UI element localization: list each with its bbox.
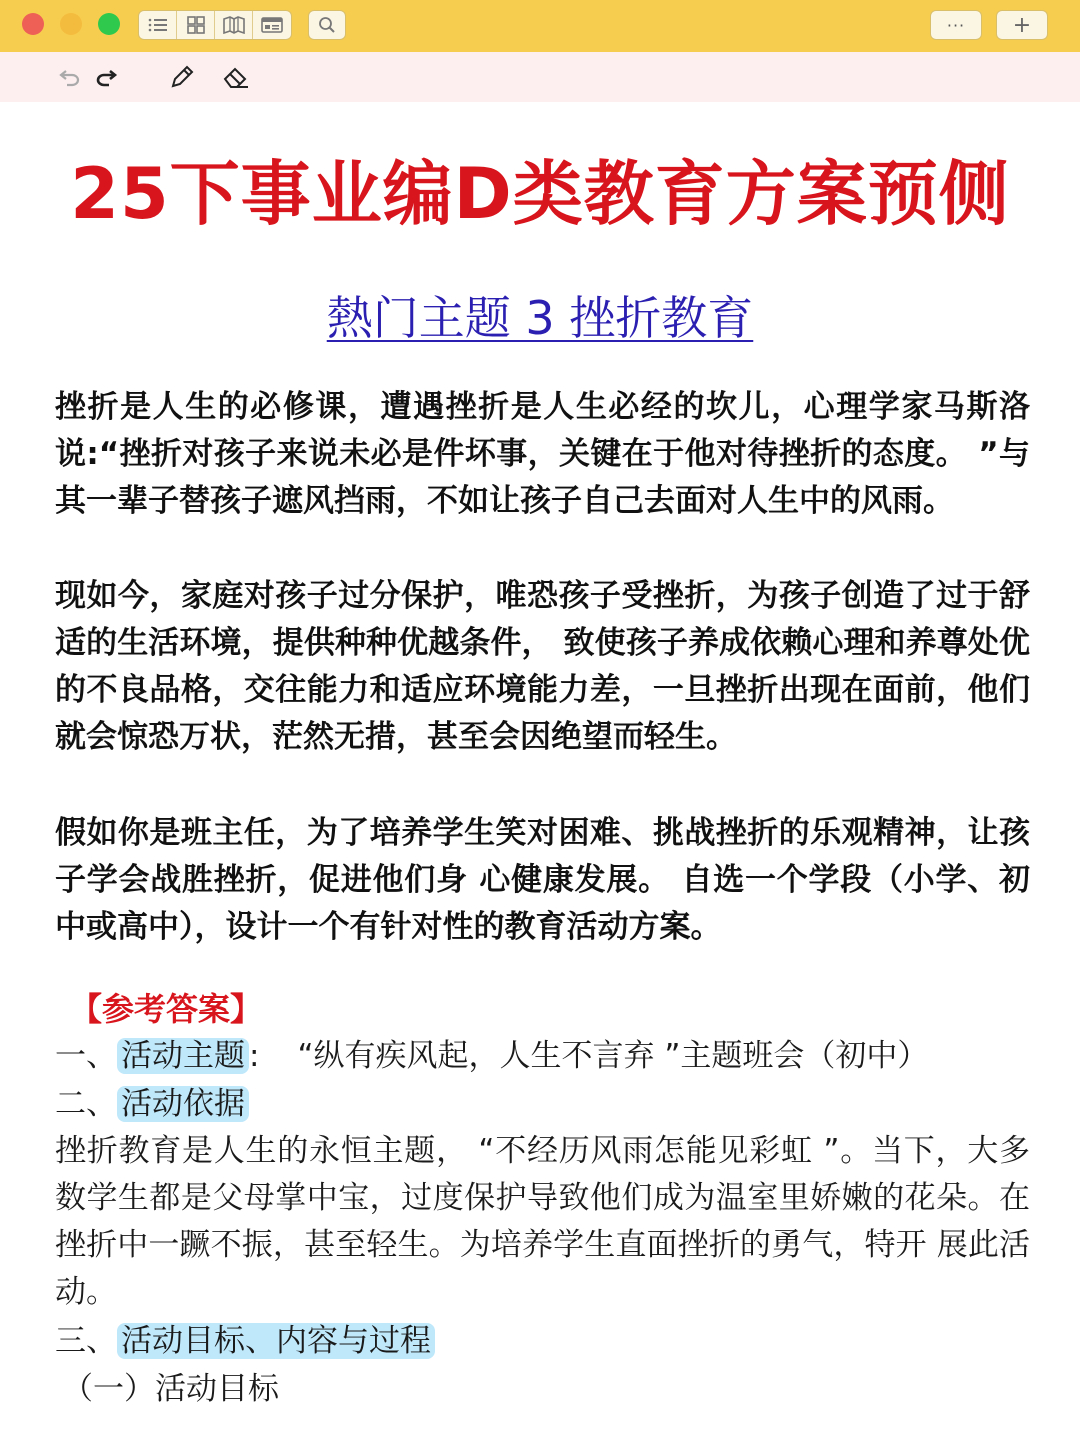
section-number: 三、 <box>55 1323 117 1359</box>
heading-colon: : <box>249 1038 260 1074</box>
activity-basis-paragraph: 挫折教育是人生的永恒主题， “不经历风雨怎能见彩虹 ”。当下，大多数学生都是父母掌中宝，过度保护导致他们成为温室里娇嫩的花朵。在挫折中一蹶不振，甚至轻生。为培养学生直面挫折的勇气，特开 展此活动。 <box>55 1133 1030 1310</box>
section-number: 二、 <box>55 1086 117 1122</box>
reference-answer-label: 【参考答案】 <box>70 990 263 1028</box>
redo-icon <box>94 67 118 87</box>
eraser-icon <box>222 64 250 90</box>
edit-toolbar <box>0 52 1080 102</box>
book-icon <box>223 16 245 34</box>
highlighted-heading: 活动目标、内容与过程 <box>117 1323 435 1359</box>
document-title: 25下事业编D类教育方案预侧 <box>70 153 1010 235</box>
more-options-button[interactable]: ··· <box>930 10 982 40</box>
section-activity-goals <box>55 1318 1030 1365</box>
add-button[interactable]: + <box>996 10 1048 40</box>
grid-icon <box>187 16 205 34</box>
search-icon <box>318 16 336 34</box>
section-activity-basis <box>55 1081 1030 1128</box>
eraser-tool-button[interactable] <box>222 63 250 91</box>
view-mode-segmented-control <box>138 10 292 40</box>
grid-view-button[interactable] <box>177 11 215 39</box>
section-number: 一、 <box>55 1038 117 1074</box>
undo-button[interactable] <box>56 63 84 91</box>
section-activity-theme <box>55 1033 1030 1080</box>
search-button[interactable] <box>308 10 346 40</box>
undo-icon <box>58 67 82 87</box>
highlighted-heading: 活动主题 <box>117 1038 249 1074</box>
maximize-window-button[interactable] <box>98 13 120 35</box>
list-view-button[interactable] <box>139 11 177 39</box>
intro-paragraph-1: 挫折是人生的必修课，遭遇挫折是人生必经的坎儿，心理学家马斯洛说:“挫折对孩子来说未必是件坏事，关键在于他对待挫折的态度。 ”与其一辈子替孩子遮风挡雨，不如让孩子自己去面对人生中的风雨。 <box>55 389 1030 519</box>
intro-paragraph-2: 现如今，家庭对孩子过分保护，唯恐孩子受挫折，为孩子创造了过于舒适的生活环境，提供种种优越条件， 致使孩子养成依赖心理和养尊处优的不良品格，交往能力和适应环境能力差，一旦挫折出现在面前，他们 就会惊恐万状，茫然无措，甚至会因绝望而轻生。 <box>55 578 1030 755</box>
title-bar <box>0 0 1080 52</box>
list-icon <box>148 17 168 33</box>
book-view-button[interactable] <box>215 11 253 39</box>
pen-tool-button[interactable] <box>168 63 196 91</box>
document-subtitle-link[interactable]: 熱门主题 3 挫折教育 <box>326 291 754 345</box>
minimize-window-button[interactable] <box>60 13 82 35</box>
pen-icon <box>169 64 195 90</box>
subsection-activity-goals: （一）活动目标 <box>62 1371 279 1407</box>
highlighted-heading: 活动依据 <box>117 1086 249 1122</box>
redo-button[interactable] <box>92 63 120 91</box>
media-icon <box>261 16 283 34</box>
close-window-button[interactable] <box>22 13 44 35</box>
intro-paragraph-3: 假如你是班主任，为了培养学生笑对困难、挑战挫折的乐观精神，让孩子学会战胜挫折，促进他们身 心健康发展。 自选一个学段（小学、初中或高中），设计一个有针对性的教育活动方案。 <box>55 815 1030 945</box>
activity-theme-text: “纵有疾风起，人生不言弃 ”主题班会（初中） <box>297 1038 929 1074</box>
media-view-button[interactable] <box>253 11 291 39</box>
